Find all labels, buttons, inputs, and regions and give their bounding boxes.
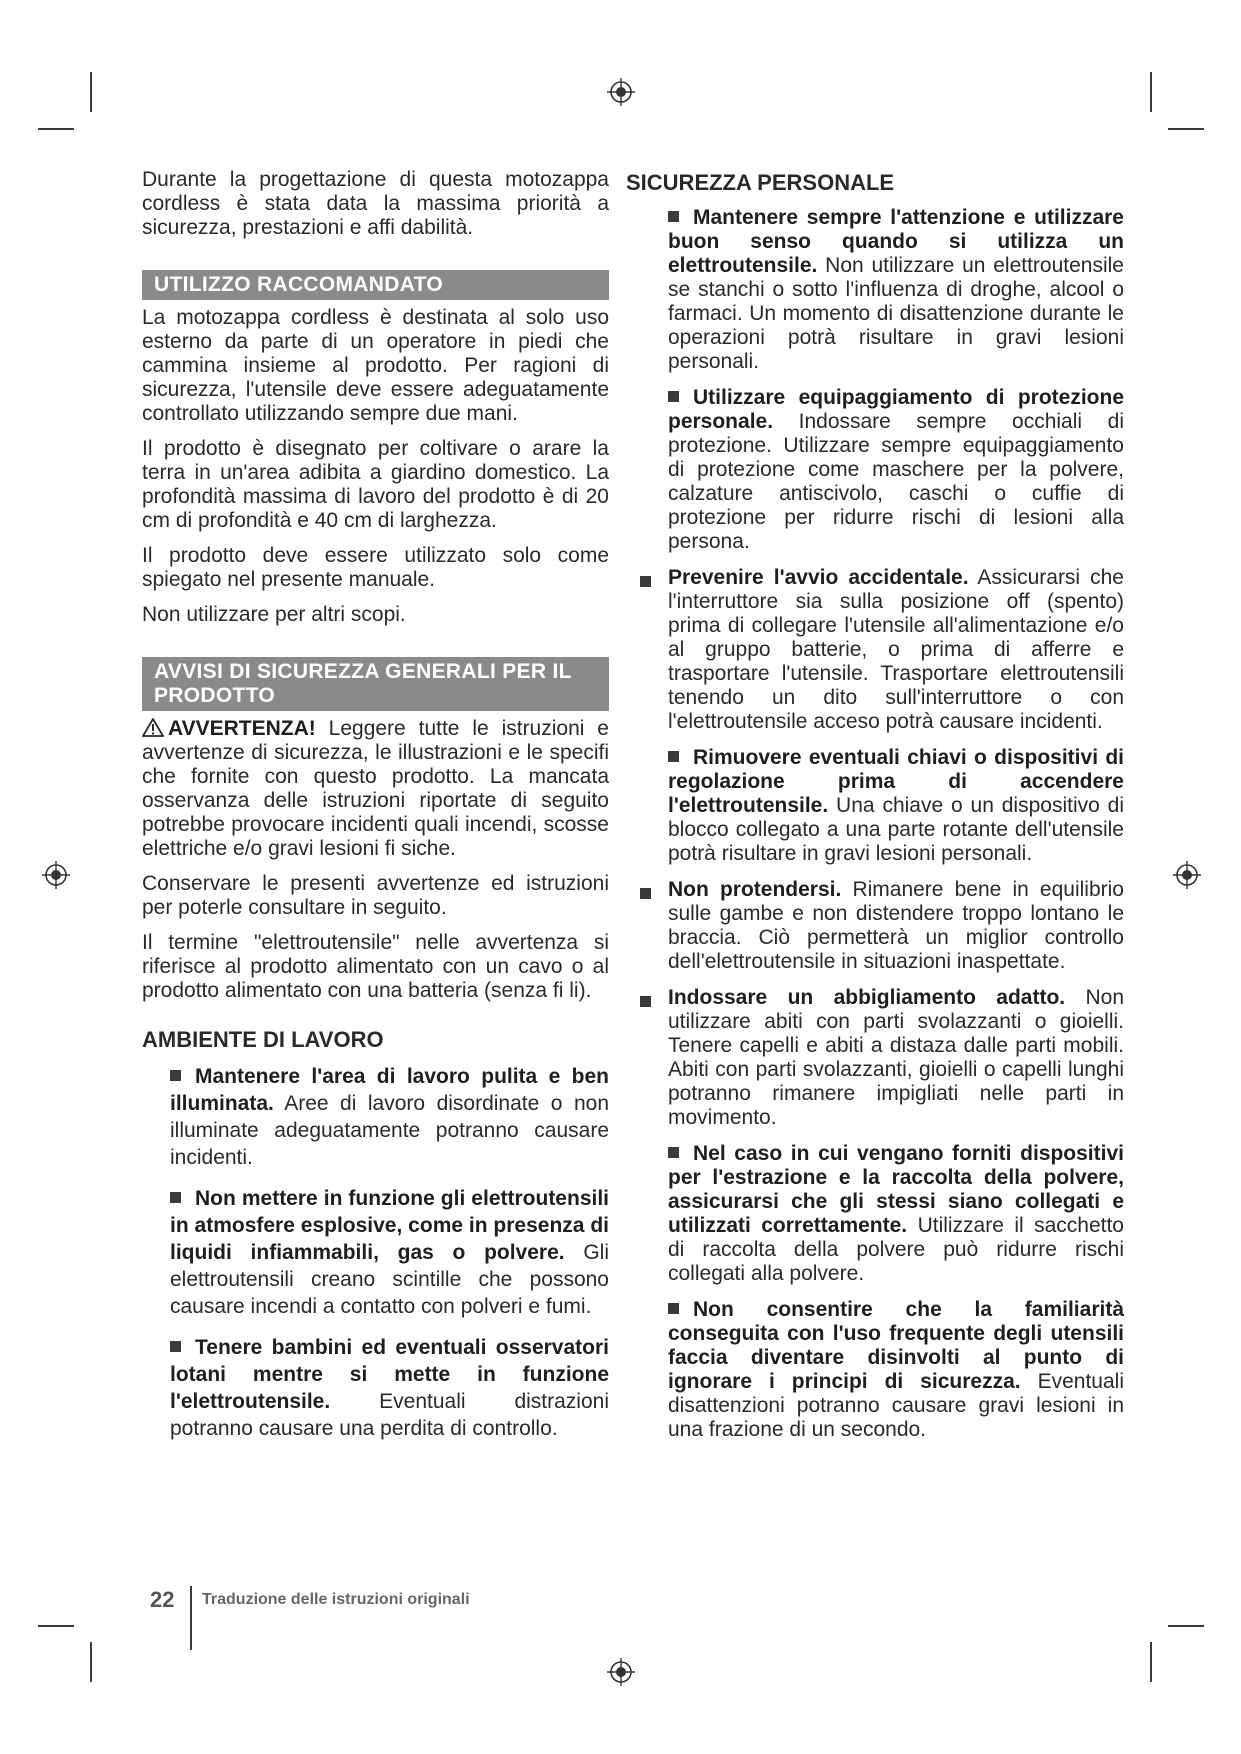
crop-mark [1168, 128, 1204, 130]
item-bold: Utilizzare equipaggiamento di protezione personale. [668, 386, 1124, 433]
crop-mark [1168, 1625, 1204, 1627]
footer-divider [190, 1586, 192, 1650]
personal-safety-heading: SICUREZZA PERSONALE [626, 170, 895, 195]
item-text: Indossare sempre occhiali di protezione. Utilizzare sempre equipaggiamento di protezione come maschere per la polvere, calzature antiscivolo, caschi o cuffie di protezione per ridurre rischi di lesioni alla persona. [668, 410, 1124, 553]
item-bold: Mantenere sempre l'attenzione e utilizzare buon senso quando si utilizza un elettroutensile. [668, 206, 1124, 277]
item-bold: Nel caso in cui vengano forniti dispositivi per l'estrazione e la raccolta della polvere, assicurarsi che gli stessi siano collegati e utilizzati correttamente. [668, 1142, 1124, 1237]
work-area-heading: AMBIENTE DI LAVORO [142, 1027, 384, 1052]
paragraph: Il prodotto deve essere utilizzato solo come spiegato nel presente manuale. [142, 544, 609, 591]
paragraph: Il termine "elettroutensile" nelle avvertenza si riferisce al prodotto alimentato con un cavo o al prodotto alimentato con una batteria (senza fi li). [142, 931, 609, 1002]
item-bold: Non consentire che la familiarità conseguita con l'uso frequente degli utensili faccia diventare disinvolti al punto di ignorare i principi di sicurezza. [668, 1298, 1124, 1393]
list-item [142, 1063, 609, 1171]
item-text: Rimanere bene in equilibrio sulle gambe e non distendere troppo lontano le braccia. Ciò permetterà un miglior controllo dell'elettroutensile in situazioni inaspettate. [668, 878, 1124, 973]
list-item [142, 1334, 609, 1442]
square-bullet-icon [640, 996, 651, 1007]
square-bullet-icon [640, 576, 651, 587]
item-bold: Prevenire l'avvio accidentale. [668, 566, 969, 589]
square-bullet-icon [170, 1341, 181, 1352]
crop-mark [38, 1625, 74, 1627]
paragraph: La motozappa cordless è destinata al solo uso esterno da parte di un operatore in piedi che cammina insieme al prodotto. Per ragioni di sicurezza, l'utensile deve essere adeguatamente controllato utilizzando sempre due mani. [142, 306, 609, 425]
registration-mark-icon [1172, 860, 1202, 890]
list-item [640, 206, 1124, 374]
list-item [640, 746, 1124, 866]
warning-triangle-icon [142, 718, 164, 737]
section-heading-recommended-use: UTILIZZO RACCOMANDATO [142, 270, 609, 300]
crop-mark [90, 1642, 92, 1682]
item-bold: Non mettere in funzione gli elettroutensili in atmosfere esplosive, come in presenza di liquidi infiammabili, gas o polvere. [170, 1187, 609, 1264]
square-bullet-icon [668, 211, 679, 222]
crop-mark [38, 128, 74, 130]
item-bold: Mantenere l'area di lavoro pulita e ben illuminata. [170, 1065, 609, 1115]
page-number: 22 [150, 1587, 175, 1612]
list-item [640, 1142, 1124, 1286]
square-bullet-icon [668, 751, 679, 762]
item-text: Eventuali disattenzioni potranno causare gravi lesioni in una frazione di un secondo. [668, 1370, 1124, 1441]
square-bullet-icon [668, 391, 679, 402]
intro-paragraph: Durante la progettazione di questa motozappa cordless è stata data la massima priorità a sicurezza, prestazioni e affi dabilità. [142, 168, 609, 239]
crop-mark [1150, 1642, 1152, 1682]
right-column [626, 168, 1125, 1454]
item-text: Aree di lavoro disordinate o non illuminate adeguatamente potranno causare incidenti. [170, 1092, 609, 1169]
item-bold: Indossare un abbigliamento adatto. [668, 986, 1066, 1009]
item-text: Assicurarsi che l'interruttore sia sulla posizione off (spento) prima di collegare l'utensile all'alimentazione e/o al gruppo batterie, o prima di afferre e trasportare l'utensile. Trasportare elettroutensili tenendo un dito sull'interruttore o con l'elettroutensile acceso potrà causare incidenti. [668, 566, 1124, 733]
item-text: Non utilizzare un elettroutensile se stanchi o sotto l'influenza di droghe, alcool o farmaci. Un momento di disattenzione durante le operazioni potrà risultare in gravi lesioni personali. [668, 254, 1124, 373]
list-item [640, 1298, 1124, 1442]
list-item [640, 986, 1124, 1130]
left-column [142, 168, 609, 1456]
square-bullet-icon [170, 1070, 181, 1081]
footer-text: Traduzione delle istruzioni originali [202, 1591, 470, 1608]
crop-mark [1150, 72, 1152, 112]
warning-text: Leggere tutte le istruzioni e avvertenze di sicurezza, le illustrazioni e le specifi che fornite con questo prodotto. La mancata osservanza delle istruzioni riportate di seguito potrebbe provocare incidenti quali incendi, scosse elettriche e/o gravi lesioni fi siche. [142, 717, 609, 860]
square-bullet-icon [668, 1147, 679, 1158]
list-item [640, 566, 1124, 734]
crop-mark [90, 72, 92, 112]
registration-mark-icon [606, 77, 636, 107]
section-heading-general-safety: AVVISI DI SICUREZZA GENERALI PER IL PRODOTTO [142, 657, 609, 711]
list-item [640, 878, 1124, 974]
item-text: Utilizzare il sacchetto di raccolta della polvere può ridurre rischi collegati alla polvere. [668, 1214, 1124, 1285]
warning-paragraph [142, 717, 609, 861]
registration-mark-icon [606, 1657, 636, 1687]
paragraph: Non utilizzare per altri scopi. [142, 603, 406, 626]
item-text: Gli elettroutensili creano scintille che possono causare incendi a contatto con polveri e fumi. [170, 1241, 609, 1318]
item-text: Non utilizzare abiti con parti svolazzanti o gioielli. Tenere capelli e abiti a distaza dalle parti mobili. Abiti con parti svolazzanti, gioielli o capelli lunghi potranno rimanere impigliati nelle parti in movimento. [668, 986, 1125, 1129]
square-bullet-icon [170, 1192, 181, 1203]
item-bold: Tenere bambini ed eventuali osservatori lotani mentre si mette in funzione l'elettroutensile. [170, 1336, 609, 1413]
square-bullet-icon [640, 888, 651, 899]
registration-mark-icon [41, 860, 71, 890]
item-bold: Non protendersi. [668, 878, 842, 901]
paragraph: Il prodotto è disegnato per coltivare o arare la terra in un'area adibita a giardino domestico. La profondità massima di lavoro del prodotto è di 20 cm di profondità e 40 cm di larghezza. [142, 437, 609, 532]
list-item [142, 1185, 609, 1320]
item-bold: Rimuovere eventuali chiavi o dispositivi di regolazione prima di accendere l'elettroutensile. [668, 746, 1124, 817]
item-text: Eventuali distrazioni potranno causare una perdita di controllo. [170, 1390, 609, 1440]
warning-label: AVVERTENZA! [168, 717, 316, 740]
list-item [640, 386, 1124, 554]
paragraph: Conservare le presenti avvertenze ed istruzioni per poterle consultare in seguito. [142, 872, 609, 919]
square-bullet-icon [668, 1303, 679, 1314]
item-text: Una chiave o un dispositivo di blocco collegato a una parte rotante dell'utensile potrà risultare in gravi lesioni personali. [668, 794, 1124, 865]
